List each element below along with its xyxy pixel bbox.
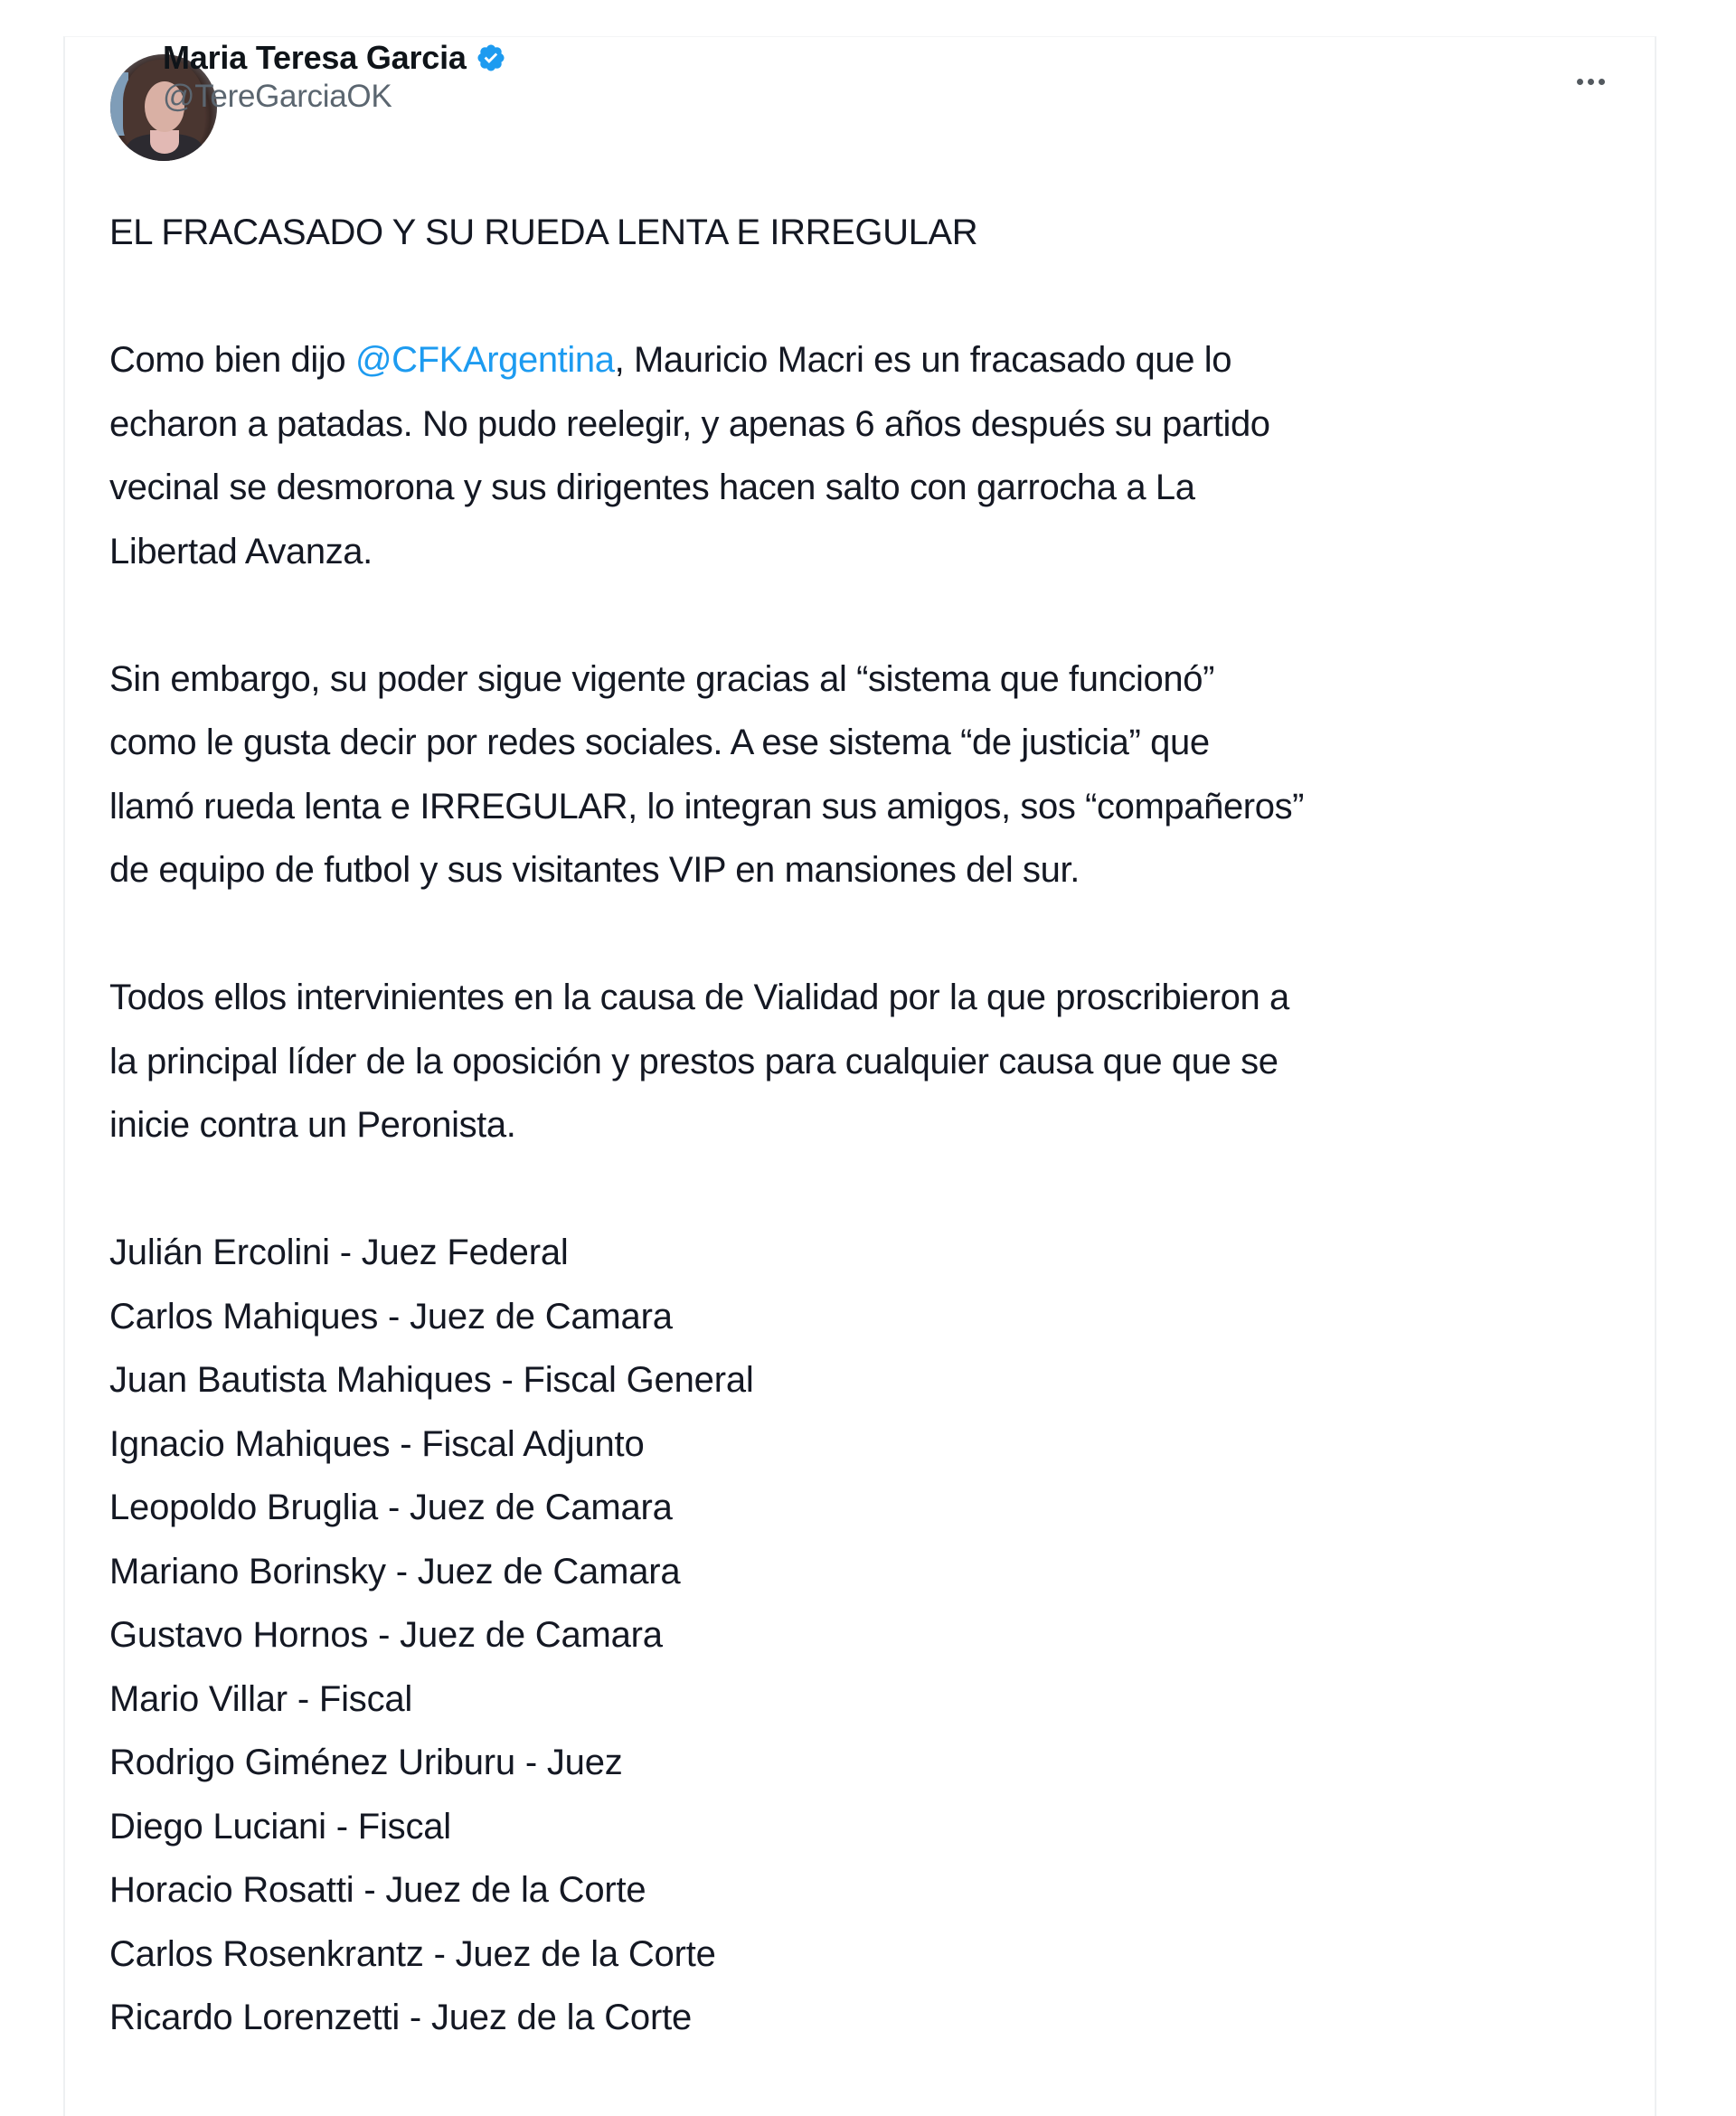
officials-list — [109, 1221, 1646, 2050]
tweet-card — [63, 36, 1656, 2116]
author-name-row — [163, 40, 506, 76]
list-item: Ignacio Mahiques - Fiscal Adjunto — [109, 1423, 645, 1464]
list-item: Horacio Rosatti - Juez de la Corte — [109, 1870, 646, 1910]
list-item: Rodrigo Giménez Uriburu - Juez — [109, 1743, 623, 1782]
list-item: Julián Ercolini - Juez Federal — [109, 1233, 569, 1272]
author-handle[interactable]: @TereGarciaOK — [163, 79, 392, 114]
paragraph-2-line-1: Sin embargo, su poder sigue vigente gracias al “sistema que funcionó” — [109, 658, 1214, 699]
more-horizontal-icon — [1577, 79, 1583, 85]
paragraph-3-line-2: la principal líder de la oposición y prestos para cualquier causa que que se — [109, 1041, 1278, 1082]
list-item: Carlos Rosenkrantz - Juez de la Corte — [109, 1933, 716, 1974]
list-item: Ricardo Lorenzetti - Juez de la Corte — [109, 1998, 693, 2037]
author-display-name[interactable]: Maria Teresa Garcia — [163, 39, 467, 76]
list-item: Diego Luciani - Fiscal — [109, 1806, 451, 1847]
paragraph-1-line-1 — [109, 328, 1646, 392]
paragraph-break — [109, 583, 1646, 647]
paragraph-2-line-4: de equipo de futbol y sus visitantes VIP en mansiones del sur. — [109, 850, 1080, 890]
paragraph-2-line-2: como le gusta decir por redes sociales. A ese sistema “de justicia” que — [109, 723, 1210, 762]
more-horizontal-icon — [1599, 79, 1605, 85]
paragraph-break — [109, 902, 1646, 967]
paragraph-3-line-3: inicie contra un Peronista. — [109, 1105, 516, 1145]
list-item: Mario Villar - Fiscal — [109, 1678, 413, 1719]
text-segment: Como bien dijo — [109, 340, 355, 380]
list-item: Leopoldo Bruglia - Juez de Camara — [109, 1488, 673, 1527]
text-segment: , Mauricio Macri es un fracasado que lo — [614, 340, 1232, 380]
more-options-button[interactable] — [1568, 64, 1613, 99]
tweet-title: EL FRACASADO Y SU RUEDA LENTA E IRREGULAR — [109, 213, 978, 252]
list-item: Mariano Borinsky - Juez de Camara — [109, 1551, 681, 1592]
avatar-neck — [150, 130, 179, 154]
mention-link[interactable]: @CFKArgentina — [354, 340, 615, 380]
list-item: Gustavo Hornos - Juez de Camara — [109, 1615, 663, 1655]
verified-badge-icon[interactable] — [476, 43, 506, 73]
paragraph-break — [109, 265, 1646, 329]
more-horizontal-icon — [1588, 79, 1594, 85]
paragraph-2-line-3: llamó rueda lenta e IRREGULAR, lo integran sus amigos, sos “compañeros” — [109, 786, 1305, 827]
paragraph-break — [109, 1157, 1646, 1222]
paragraph-3-line-1: Todos ellos intervinientes en la causa de Vialidad por la que proscribieron a — [109, 978, 1289, 1017]
list-item: Carlos Mahiques - Juez de Camara — [109, 1296, 673, 1337]
paragraph-1-line-4: Libertad Avanza. — [109, 531, 373, 572]
paragraph-1-line-2: echaron a patadas. No pudo reelegir, y apenas 6 años después su partido — [109, 403, 1270, 444]
paragraph-1-line-3: vecinal se desmorona y sus dirigentes hacen salto con garrocha a La — [109, 468, 1195, 507]
list-item: Juan Bautista Mahiques - Fiscal General — [109, 1360, 754, 1400]
tweet-text — [109, 201, 1646, 2050]
